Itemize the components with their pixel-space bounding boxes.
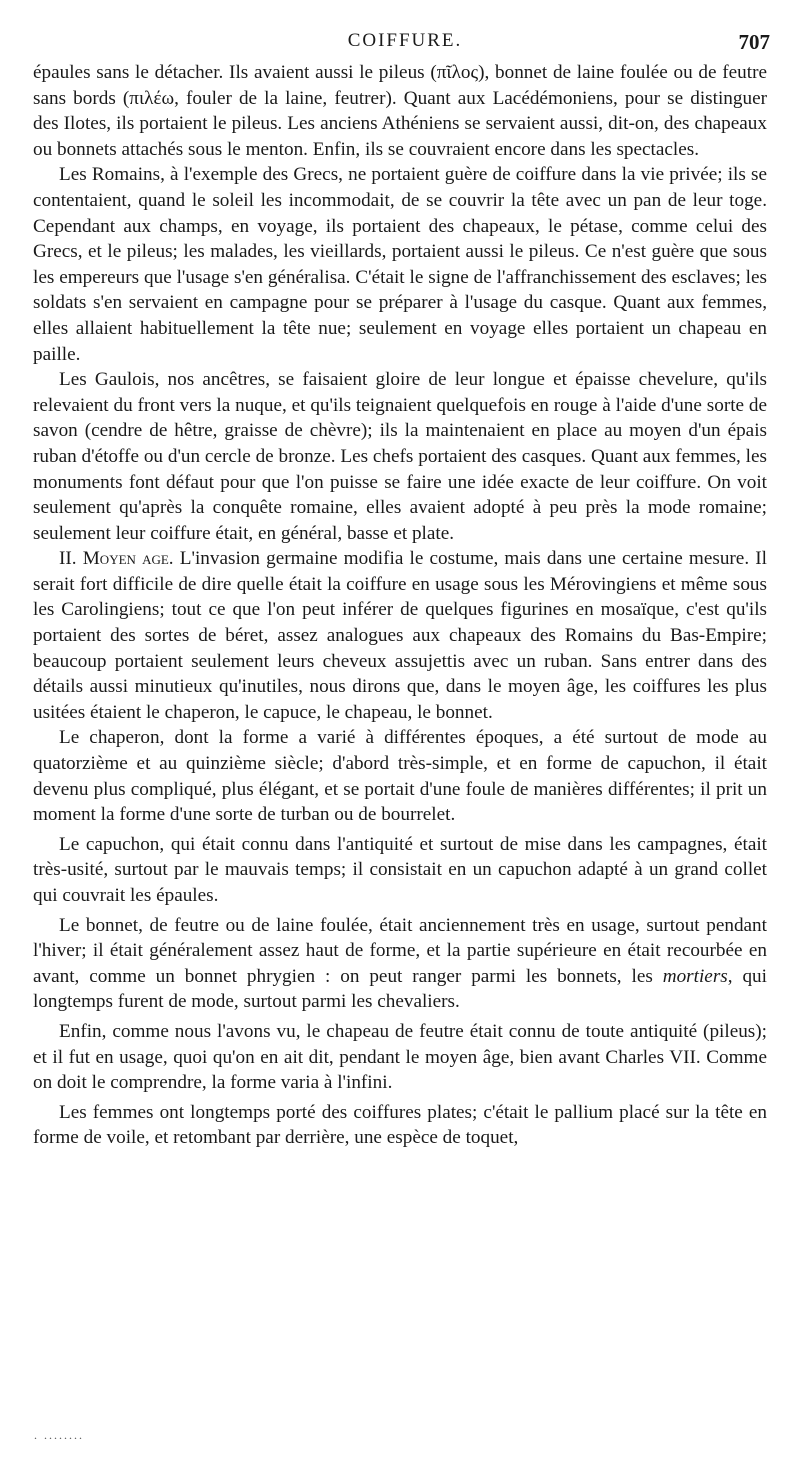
paragraph-9: Les femmes ont longtemps porté des coiffures plates; c'était le pallium placé sur la tête en forme de voile, et retombant par derrière, une espèce de toquet, [33,1101,767,1149]
section-label: II. Moyen age. [59,548,174,570]
paragraph-7-emphasis: mortiers [662,965,728,987]
running-title: COIFFURE. [347,30,463,51]
paragraph-6: Le capuchon, qui était connu dans l'antiquité et surtout de mise dans les campagnes, était très-usité, surtout par le mauvais temps; il consistait en un capuchon adapté à un grand collet qui couvrait les épaules. [33,833,767,906]
paragraph-7-text-after: , qui longtemps furent de mode, surtout parmi les chevaliers. [33,965,767,1013]
text-body [33,60,767,1151]
paragraph-5: Le chaperon, dont la forme a varié à différentes époques, a été surtout de mode au quatorzième et au quinzième siècle; d'abord très-simple, et en forme de capuchon, il était devenu plus compliqué, plus élégant, et se portait d'une foule de manières différentes; il prit un moment la forme d'une sorte de turban ou de bourrelet. [33,727,767,826]
paragraph-1: épaules sans le détacher. Ils avaient aussi le pileus (πῖλος), bonnet de laine foulée ou de feutre sans bords (πιλέω, fouler de la laine, feutrer). Quant aux Lacédémoniens, pour se distinguer des Ilotes, ils portaient le pileus. Les anciens Athéniens se servaient aussi, dit-on, des chapeaux ou bonnets attachés sous le menton. Enfin, ils se couvraient encore dans les spectacles. [33,62,767,160]
paragraph-3: Les Gaulois, nos ancêtres, se faisaient gloire de leur longue et épaisse chevelure, qu'ils relevaient du front vers la nuque, et qu'ils teignaient quelquefois en rouge à l'aide d'une sorte de savon (cendre de hêtre, graisse de chèvre); ils la maintenaient en place au moyen d'un épais ruban d'étoffe ou d'un cercle de bronze. Les chefs portaient des casques. Quant aux femmes, les monuments font défaut pour que l'on puisse se faire une idée exacte de leur coiffure. On voit seulement qu'après la conquête romaine, elles avaient adopté à peu près la mode romaine; seulement leur coiffure était, en général, basse et plate. [33,369,767,544]
footer-dots: . ........ [34,1428,84,1442]
paragraph-4 [33,546,767,725]
paragraph-2: Les Romains, à l'exemple des Grecs, ne portaient guère de coiffure dans la vie privée; ils se contentaient, quand le soleil les incommodait, de se couvrir la tête avec un pan de leur toge. Cependant aux champs, en voyage, ils portaient des chapeaux, le pétase, comme celui des Grecs, et le pileus; les malades, les vieillards, portaient aussi le pileus. Ce n'est guère que sous les empereurs que l'usage s'en généralisa. C'était le signe de l'affranchissement des esclaves; les soldats s'en servaient en campagne pour se préparer à l'usage du casque. Quant aux femmes, elles allaient habituellement la tête nue; seulement en voyage elles portaient un chapeau en paille. [33,164,767,365]
paragraph-7-text-before: Le bonnet, de feutre ou de laine foulée, était anciennement très en usage, surtout pendant l'hiver; il était généralement assez haut de forme, et la partie supérieure en était recourbée en avant, comme un bonnet phrygien : on peut ranger parmi les bonnets, les [33,914,767,987]
paragraph-8: Enfin, comme nous l'avons vu, le chapeau de feutre était connu de toute antiquité (pileus); et il fut en usage, quoi qu'on en ait dit, pendant le moyen âge, bien avant Charles VII. Comme on doit le comprendre, la forme varia à l'infini. [33,1020,767,1094]
paragraph-4-text: L'invasion germaine modifia le costume, mais dans une certaine mesure. Il serait fort difficile de dire quelle était la coiffure en usage sous les Mérovingiens et même sous les Carolingiens; tout ce que l'on peut inférer de quelques figurines en mosaïque, c'est qu'ils portaient des sortes de béret, assez analogues aux chapeaux des Romains du Bas-Empire; beaucoup portaient seulement leurs cheveux assujettis avec un ruban. Sans entrer dans des détails aussi minutieux qu'inutiles, nous dirons que, dans le moyen âge, les coiffures les plus usitées étaient le chaperon, le capuce, le chapeau, le bonnet. [33,548,767,723]
page-number: 707 [738,30,770,54]
running-head [40,30,770,58]
paragraph-7 [33,913,767,1015]
